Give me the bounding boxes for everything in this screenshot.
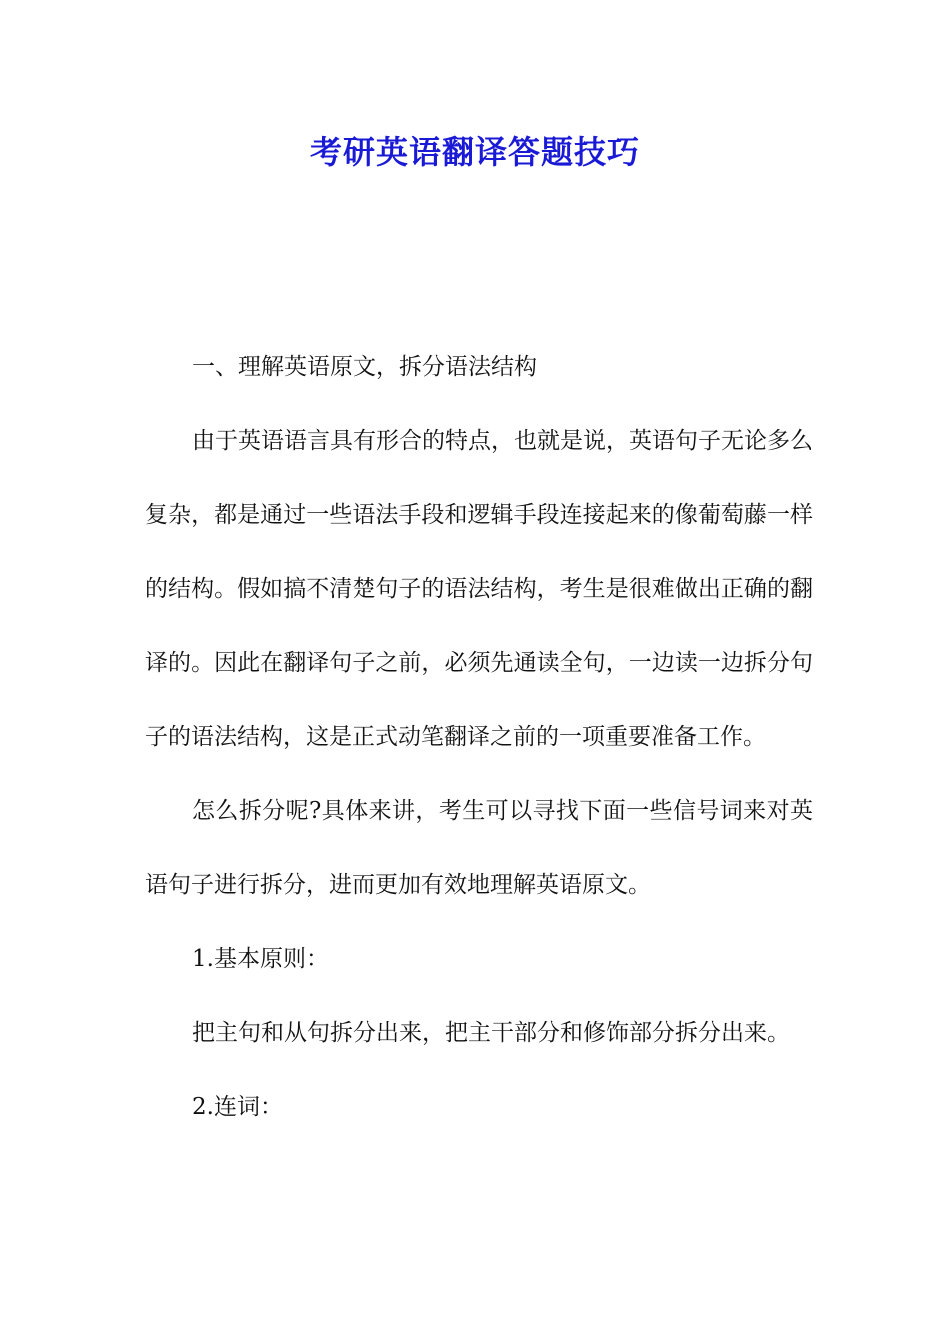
list-item-heading: 2.连词： — [192, 1094, 283, 1120]
paragraph: 由于英语语言具有形合的特点，也就是说，英语句子无论多么复杂，都是通过一些语法手段和逻辑手段连接起来的像葡萄藤一样的结构。假如搞不清楚句子的语法结构，考生是很难做出正确的翻译的。因此在翻译句子之前，必须先通读全句，一边读一边拆分句子的语法结构，这是正式动笔翻译之前的一项重要准备工作。 — [145, 428, 813, 750]
paragraph: 怎么拆分呢?具体来讲，考生可以寻找下面一些信号词来对英语句子进行拆分，进而更加有效地理解英语原文。 — [145, 798, 813, 898]
list-item-heading: 1.基本原则： — [192, 946, 329, 972]
document-title: 考研英语翻译答题技巧 — [309, 133, 640, 171]
section-heading: 一、理解英语原文，拆分语法结构 — [192, 354, 537, 380]
document-body — [145, 330, 813, 1144]
paragraph: 把主句和从句拆分出来，把主干部分和修饰部分拆分出来。 — [192, 1020, 790, 1046]
